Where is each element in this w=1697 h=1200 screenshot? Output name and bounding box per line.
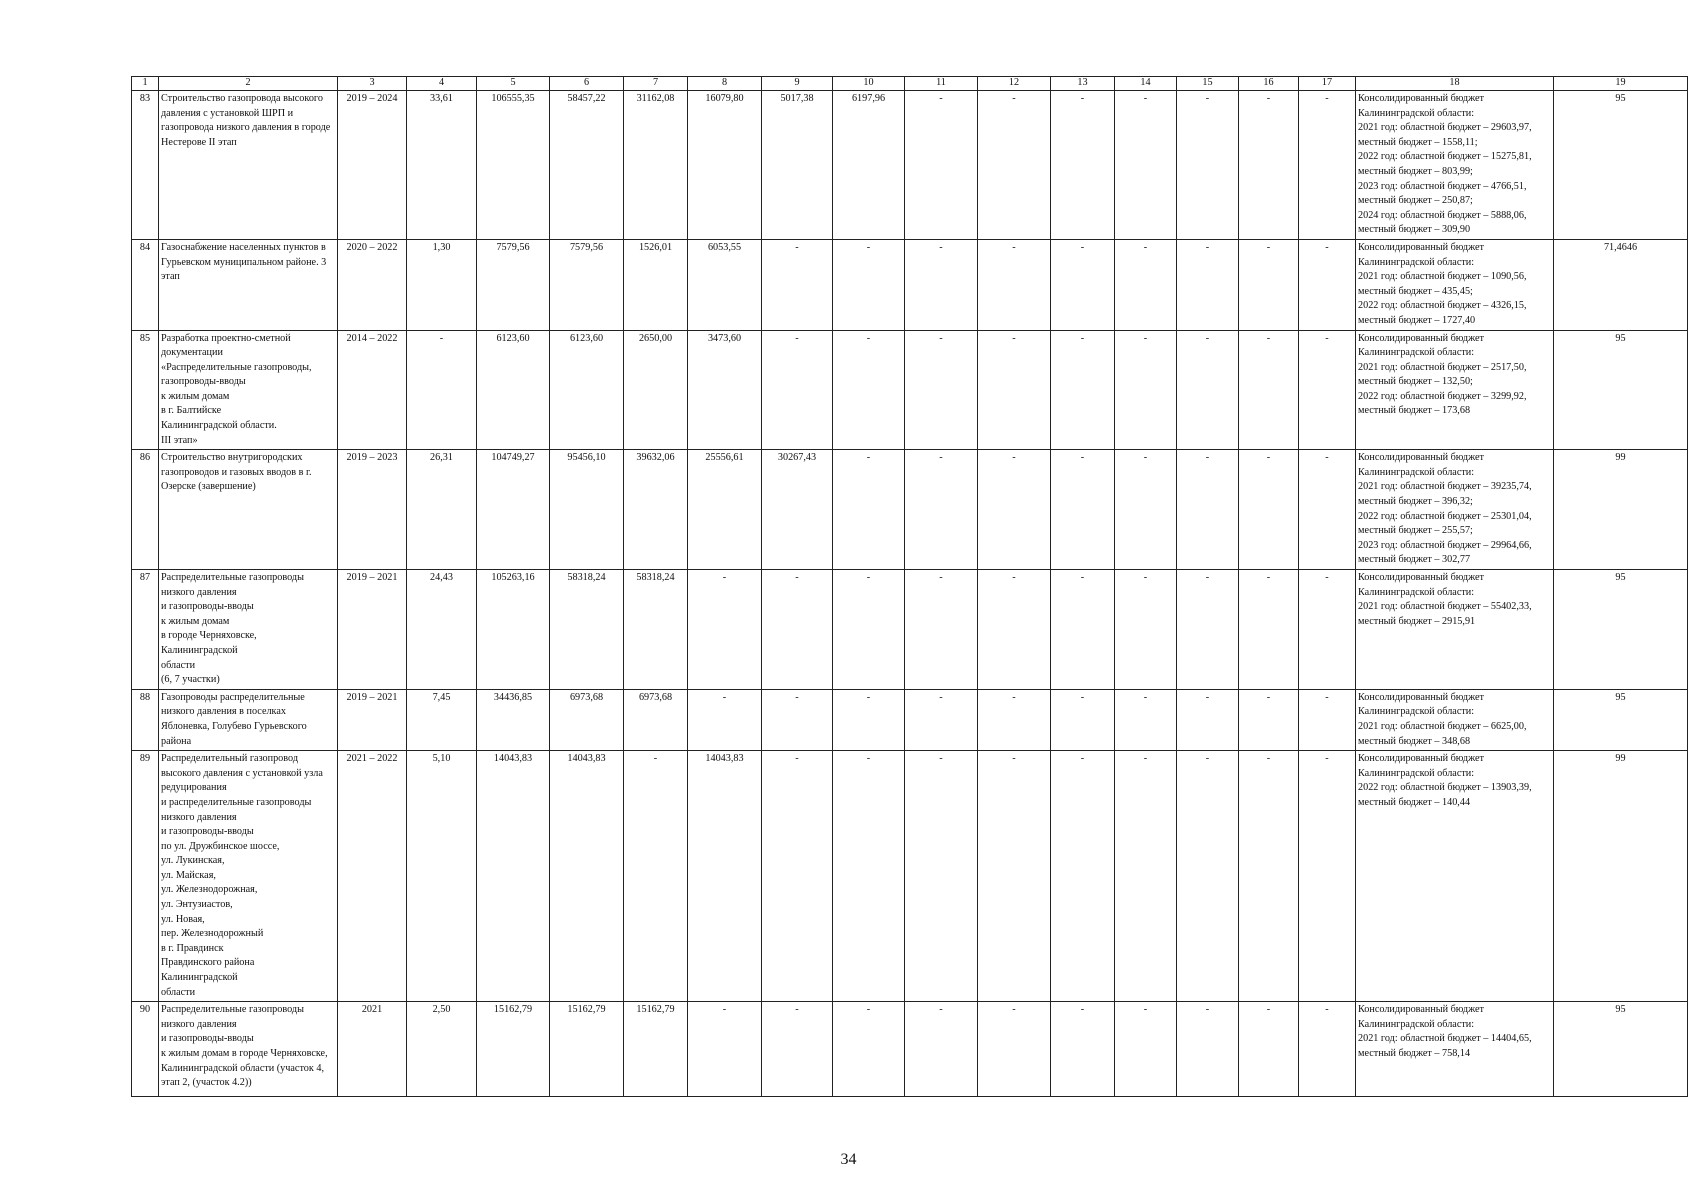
period-cell: 2020 – 2022 xyxy=(338,239,407,330)
value-cell: - xyxy=(1239,1002,1299,1097)
funding-source-cell: Консолидированный бюджет Калининградской области: 2021 год: областной бюджет – 29603,97, местный бюджет – 1558,11; 2022 год: областной бюджет – 15275,81, местный бюджет – 803,99; 2023 год: областной бюджет – 4766,51, местный бюджет – 250,87; 2024 год: областной бюджет – 5888,06, местный бюджет – 309,90 xyxy=(1356,91,1554,240)
coefficient-cell: 95 xyxy=(1554,689,1688,750)
column-number-header: 15 xyxy=(1177,77,1239,91)
object-name-cell: Разработка проектно-сметной документации «Распределительные газопроводы, газопроводы-вводы к жилым домам в г. Балтийске Калининградской области. III этап» xyxy=(159,330,338,450)
object-name-cell: Газоснабжение населенных пунктов в Гурьевском муниципальном районе. 3 этап xyxy=(159,239,338,330)
funding-source-cell: Консолидированный бюджет Калининградской области: 2021 год: областной бюджет – 1090,56, местный бюджет – 435,45; 2022 год: областной бюджет – 4326,15, местный бюджет – 1727,40 xyxy=(1356,239,1554,330)
value-cell: - xyxy=(1177,751,1239,1002)
value-cell: - xyxy=(688,689,762,750)
value-cell: - xyxy=(1239,570,1299,690)
value-cell: - xyxy=(905,330,978,450)
value-cell: - xyxy=(978,570,1051,690)
value-cell: - xyxy=(762,330,833,450)
value-cell: - xyxy=(905,239,978,330)
value-cell: - xyxy=(978,330,1051,450)
value-cell: - xyxy=(1115,450,1177,570)
value-cell: 33,61 xyxy=(407,91,477,240)
column-number-header: 10 xyxy=(833,77,905,91)
value-cell: - xyxy=(1299,239,1356,330)
column-number-header: 4 xyxy=(407,77,477,91)
funding-source-cell: Консолидированный бюджет Калининградской области: 2021 год: областной бюджет – 6625,00, местный бюджет – 348,68 xyxy=(1356,689,1554,750)
value-cell: - xyxy=(905,570,978,690)
value-cell: 15162,79 xyxy=(624,1002,688,1097)
value-cell: - xyxy=(762,751,833,1002)
value-cell: - xyxy=(1299,570,1356,690)
value-cell: 5017,38 xyxy=(762,91,833,240)
value-cell: 16079,80 xyxy=(688,91,762,240)
row-number-cell: 84 xyxy=(132,239,159,330)
period-cell: 2019 – 2021 xyxy=(338,689,407,750)
column-number-header: 16 xyxy=(1239,77,1299,91)
object-name-cell: Распределительные газопроводы низкого давления и газопроводы-вводы к жилым домам в городе Черняховске, Калининградской области (6, 7 участки) xyxy=(159,570,338,690)
funding-source-cell: Консолидированный бюджет Калининградской области: 2022 год: областной бюджет – 13903,39, местный бюджет – 140,44 xyxy=(1356,751,1554,1002)
value-cell: - xyxy=(1299,330,1356,450)
row-number-cell: 86 xyxy=(132,450,159,570)
value-cell: 6123,60 xyxy=(550,330,624,450)
value-cell: - xyxy=(762,239,833,330)
page-number: 34 xyxy=(840,1151,857,1168)
table-row xyxy=(132,751,1688,1002)
value-cell: - xyxy=(688,570,762,690)
column-number-header: 19 xyxy=(1554,77,1688,91)
column-number-header: 9 xyxy=(762,77,833,91)
funding-source-cell: Консолидированный бюджет Калининградской области: 2021 год: областной бюджет – 2517,50, местный бюджет – 132,50; 2022 год: областной бюджет – 3299,92, местный бюджет – 173,68 xyxy=(1356,330,1554,450)
value-cell: - xyxy=(978,91,1051,240)
period-cell: 2019 – 2023 xyxy=(338,450,407,570)
value-cell: - xyxy=(624,751,688,1002)
value-cell: - xyxy=(1177,239,1239,330)
value-cell: - xyxy=(1051,239,1115,330)
value-cell: 1526,01 xyxy=(624,239,688,330)
budget-table-container xyxy=(131,76,1638,1097)
value-cell: - xyxy=(1115,1002,1177,1097)
table-row xyxy=(132,91,1688,240)
value-cell: 58318,24 xyxy=(624,570,688,690)
column-number-header: 3 xyxy=(338,77,407,91)
coefficient-cell: 99 xyxy=(1554,450,1688,570)
value-cell: - xyxy=(1299,450,1356,570)
value-cell: - xyxy=(762,570,833,690)
period-cell: 2019 – 2021 xyxy=(338,570,407,690)
value-cell: - xyxy=(1115,239,1177,330)
value-cell: - xyxy=(1239,751,1299,1002)
value-cell: 31162,08 xyxy=(624,91,688,240)
value-cell: - xyxy=(1051,330,1115,450)
value-cell: - xyxy=(1177,330,1239,450)
period-cell: 2021 xyxy=(338,1002,407,1097)
column-number-header: 1 xyxy=(132,77,159,91)
table-row xyxy=(132,689,1688,750)
coefficient-cell: 95 xyxy=(1554,570,1688,690)
column-number-header: 6 xyxy=(550,77,624,91)
value-cell: 14043,83 xyxy=(550,751,624,1002)
coefficient-cell: 95 xyxy=(1554,330,1688,450)
value-cell: 6197,96 xyxy=(833,91,905,240)
funding-source-cell: Консолидированный бюджет Калининградской области: 2021 год: областной бюджет – 39235,74, местный бюджет – 396,32; 2022 год: областной бюджет – 25301,04, местный бюджет – 255,57; 2023 год: областной бюджет – 29964,66, местный бюджет – 302,77 xyxy=(1356,450,1554,570)
value-cell: - xyxy=(1239,689,1299,750)
column-number-header: 7 xyxy=(624,77,688,91)
value-cell: - xyxy=(905,450,978,570)
value-cell: - xyxy=(1051,450,1115,570)
object-name-cell: Строительство внутригородских газопроводов и газовых вводов в г. Озерске (завершение) xyxy=(159,450,338,570)
column-number-header: 14 xyxy=(1115,77,1177,91)
column-number-header: 5 xyxy=(477,77,550,91)
value-cell: 7579,56 xyxy=(550,239,624,330)
value-cell: - xyxy=(1177,450,1239,570)
value-cell: - xyxy=(688,1002,762,1097)
value-cell: - xyxy=(1177,91,1239,240)
value-cell: - xyxy=(978,450,1051,570)
table-row xyxy=(132,570,1688,690)
value-cell: - xyxy=(1051,751,1115,1002)
value-cell: - xyxy=(1239,91,1299,240)
value-cell: - xyxy=(833,751,905,1002)
value-cell: 6973,68 xyxy=(624,689,688,750)
value-cell: - xyxy=(1177,1002,1239,1097)
value-cell: - xyxy=(1115,751,1177,1002)
value-cell: - xyxy=(978,1002,1051,1097)
value-cell: 7,45 xyxy=(407,689,477,750)
value-cell: - xyxy=(833,239,905,330)
table-row xyxy=(132,1002,1688,1097)
value-cell: - xyxy=(762,689,833,750)
value-cell: 26,31 xyxy=(407,450,477,570)
column-number-header: 11 xyxy=(905,77,978,91)
value-cell: 1,30 xyxy=(407,239,477,330)
value-cell: 105263,16 xyxy=(477,570,550,690)
column-number-header: 2 xyxy=(159,77,338,91)
value-cell: 104749,27 xyxy=(477,450,550,570)
value-cell: - xyxy=(1115,91,1177,240)
value-cell: 14043,83 xyxy=(477,751,550,1002)
value-cell: 34436,85 xyxy=(477,689,550,750)
value-cell: - xyxy=(978,689,1051,750)
value-cell: - xyxy=(1177,689,1239,750)
value-cell: - xyxy=(905,689,978,750)
value-cell: - xyxy=(833,1002,905,1097)
value-cell: 95456,10 xyxy=(550,450,624,570)
object-name-cell: Распределительный газопровод высокого давления с установкой узла редуцирования и распределительные газопроводы низкого давления и газопроводы-вводы по ул. Дружбинское шоссе, ул. Лукинская, ул. Майская, ул. Железнодорожная, ул. Энтузиастов, ул. Новая, пер. Железнодорожный в г. Правдинск Правдинского района Калининградской области xyxy=(159,751,338,1002)
value-cell: - xyxy=(1051,91,1115,240)
column-number-header: 17 xyxy=(1299,77,1356,91)
value-cell: 6973,68 xyxy=(550,689,624,750)
value-cell: 14043,83 xyxy=(688,751,762,1002)
value-cell: - xyxy=(833,330,905,450)
table-row xyxy=(132,450,1688,570)
period-cell: 2019 – 2024 xyxy=(338,91,407,240)
object-name-cell: Распределительные газопроводы низкого давления и газопроводы-вводы к жилым домам в городе Черняховске, Калининградской области (участок 4, этап 2, (участок 4.2)) xyxy=(159,1002,338,1097)
coefficient-cell: 99 xyxy=(1554,751,1688,1002)
table-row xyxy=(132,239,1688,330)
column-number-header: 13 xyxy=(1051,77,1115,91)
coefficient-cell: 95 xyxy=(1554,1002,1688,1097)
value-cell: 24,43 xyxy=(407,570,477,690)
value-cell: - xyxy=(1239,330,1299,450)
value-cell: - xyxy=(407,330,477,450)
object-name-cell: Строительство газопровода высокого давления с установкой ШРП и газопровода низкого давления в городе Нестерове II этап xyxy=(159,91,338,240)
value-cell: - xyxy=(905,1002,978,1097)
row-number-cell: 83 xyxy=(132,91,159,240)
period-cell: 2021 – 2022 xyxy=(338,751,407,1002)
row-number-cell: 87 xyxy=(132,570,159,690)
table-row xyxy=(132,330,1688,450)
value-cell: 5,10 xyxy=(407,751,477,1002)
value-cell: - xyxy=(978,239,1051,330)
row-number-cell: 88 xyxy=(132,689,159,750)
value-cell: 15162,79 xyxy=(550,1002,624,1097)
value-cell: - xyxy=(1239,239,1299,330)
value-cell: - xyxy=(833,450,905,570)
value-cell: - xyxy=(1299,689,1356,750)
value-cell: - xyxy=(1051,570,1115,690)
value-cell: 2650,00 xyxy=(624,330,688,450)
funding-source-cell: Консолидированный бюджет Калининградской области: 2021 год: областной бюджет – 14404,65, местный бюджет – 758,14 xyxy=(1356,1002,1554,1097)
value-cell: 15162,79 xyxy=(477,1002,550,1097)
value-cell: 58457,22 xyxy=(550,91,624,240)
budget-table xyxy=(131,76,1688,1097)
row-number-cell: 90 xyxy=(132,1002,159,1097)
value-cell: - xyxy=(905,91,978,240)
value-cell: 2,50 xyxy=(407,1002,477,1097)
value-cell: 7579,56 xyxy=(477,239,550,330)
value-cell: - xyxy=(1299,751,1356,1002)
column-number-header: 18 xyxy=(1356,77,1554,91)
period-cell: 2014 – 2022 xyxy=(338,330,407,450)
value-cell: - xyxy=(1051,1002,1115,1097)
column-number-header: 8 xyxy=(688,77,762,91)
table-body xyxy=(132,91,1688,1097)
value-cell: - xyxy=(762,1002,833,1097)
value-cell: - xyxy=(1115,570,1177,690)
coefficient-cell: 71,4646 xyxy=(1554,239,1688,330)
funding-source-cell: Консолидированный бюджет Калининградской области: 2021 год: областной бюджет – 55402,33, местный бюджет – 2915,91 xyxy=(1356,570,1554,690)
value-cell: - xyxy=(1299,1002,1356,1097)
value-cell: - xyxy=(1177,570,1239,690)
object-name-cell: Газопроводы распределительные низкого давления в поселках Яблоневка, Голубево Гурьевского района xyxy=(159,689,338,750)
value-cell: - xyxy=(1115,330,1177,450)
value-cell: - xyxy=(978,751,1051,1002)
value-cell: - xyxy=(1299,91,1356,240)
value-cell: - xyxy=(833,689,905,750)
column-number-header: 12 xyxy=(978,77,1051,91)
value-cell: 39632,06 xyxy=(624,450,688,570)
value-cell: 6123,60 xyxy=(477,330,550,450)
value-cell: 3473,60 xyxy=(688,330,762,450)
value-cell: - xyxy=(905,751,978,1002)
value-cell: 25556,61 xyxy=(688,450,762,570)
column-number-header-row xyxy=(132,77,1688,91)
value-cell: - xyxy=(833,570,905,690)
value-cell: - xyxy=(1115,689,1177,750)
value-cell: - xyxy=(1239,450,1299,570)
value-cell: 30267,43 xyxy=(762,450,833,570)
coefficient-cell: 95 xyxy=(1554,91,1688,240)
value-cell: - xyxy=(1051,689,1115,750)
value-cell: 6053,55 xyxy=(688,239,762,330)
value-cell: 106555,35 xyxy=(477,91,550,240)
row-number-cell: 89 xyxy=(132,751,159,1002)
value-cell: 58318,24 xyxy=(550,570,624,690)
row-number-cell: 85 xyxy=(132,330,159,450)
